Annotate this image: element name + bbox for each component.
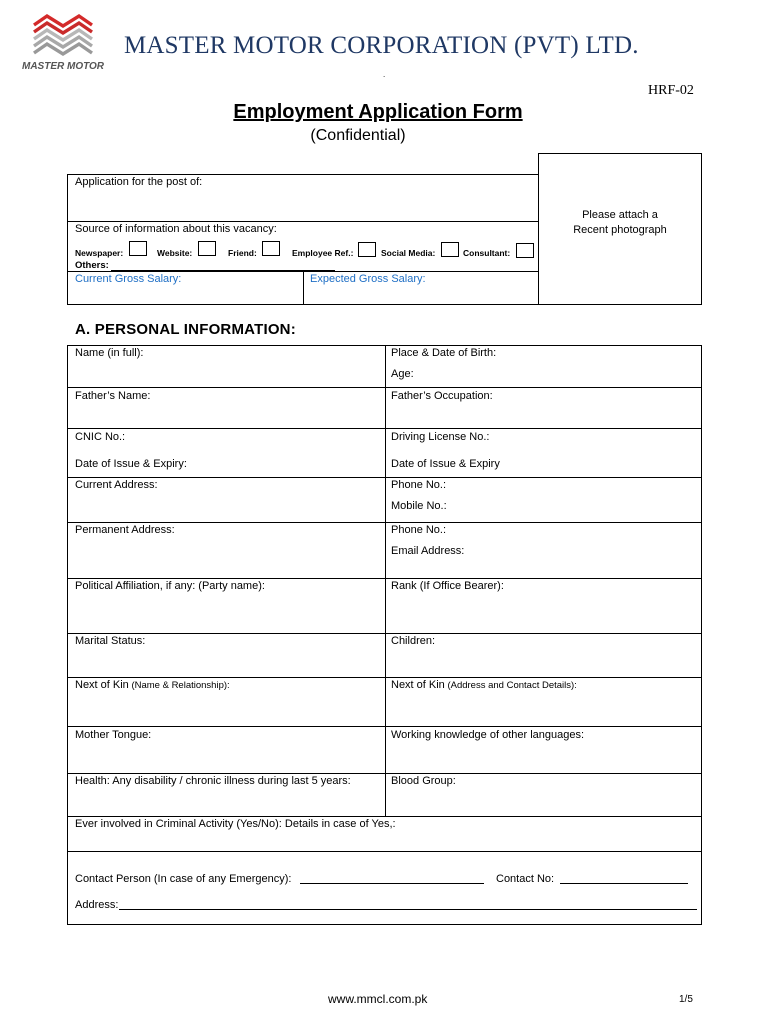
emergency-contact-no-label: Contact No:: [496, 873, 555, 885]
company-name: MASTER MOTOR CORPORATION (PVT) LTD.: [124, 32, 639, 59]
next-of-kin-label: Next of Kin: [75, 679, 129, 691]
other-languages-field[interactable]: Working knowledge of other languages:: [391, 729, 585, 741]
newspaper-checkbox[interactable]: [129, 241, 147, 256]
photo-instruction-line1: Please attach a: [582, 209, 658, 221]
next-of-kin-address-field[interactable]: [391, 679, 577, 691]
next-of-kin-name-field[interactable]: [75, 679, 230, 691]
social-media-checkbox[interactable]: [441, 242, 459, 257]
form-code: HRF-02: [648, 83, 694, 98]
photo-instruction-line2: Recent photograph: [573, 224, 667, 236]
logo-text: MASTER MOTOR: [21, 61, 105, 72]
source-employee-ref-label: Employee Ref.:: [292, 248, 354, 258]
age-field[interactable]: Age:: [391, 368, 414, 380]
current-salary-field[interactable]: Current Gross Salary:: [75, 273, 182, 285]
political-affiliation-field[interactable]: Political Affiliation, if any: (Party name):: [75, 580, 265, 592]
emergency-contact-person-line[interactable]: [300, 883, 484, 884]
full-name-field[interactable]: Name (in full):: [75, 347, 144, 359]
phone-field-2[interactable]: Phone No.:: [391, 524, 447, 536]
source-social-media-label: Social Media:: [381, 248, 436, 258]
source-website-label: Website:: [157, 248, 193, 258]
phone-field-1[interactable]: Phone No.:: [391, 479, 447, 491]
next-of-kin-label-2: Next of Kin: [391, 679, 445, 691]
others-input-line[interactable]: [111, 270, 335, 271]
permanent-address-field[interactable]: Permanent Address:: [75, 524, 175, 536]
children-field[interactable]: Children:: [391, 635, 436, 647]
post-applied-field[interactable]: Application for the post of:: [75, 176, 203, 188]
rank-field[interactable]: Rank (If Office Bearer):: [391, 580, 504, 592]
form-subtitle: (Confidential): [310, 127, 406, 144]
emergency-contact-person-label: Contact Person (In case of any Emergency):: [75, 873, 292, 885]
source-consultant-label: Consultant:: [463, 248, 511, 258]
next-of-kin-name-hint: (Name & Relationship):: [128, 680, 230, 691]
mobile-field[interactable]: Mobile No.:: [391, 500, 447, 512]
emergency-contact-no-line[interactable]: [560, 883, 688, 884]
others-label: Others:: [75, 260, 109, 271]
company-logo: [21, 12, 105, 74]
emergency-address-label: Address:: [75, 899, 119, 911]
source-newspaper-label: Newspaper:: [75, 248, 124, 258]
cnic-issue-expiry-field[interactable]: Date of Issue & Expiry:: [75, 458, 187, 470]
consultant-checkbox[interactable]: [516, 243, 534, 258]
photo-box[interactable]: [538, 153, 702, 305]
license-issue-expiry-field[interactable]: Date of Issue & Expiry: [391, 458, 500, 470]
website-link[interactable]: www.mmcl.com.pk: [328, 992, 428, 1006]
cnic-field[interactable]: CNIC No.:: [75, 431, 126, 443]
current-address-field[interactable]: Current Address:: [75, 479, 158, 491]
section-a-heading: A. PERSONAL INFORMATION:: [75, 321, 296, 338]
employee-ref-checkbox[interactable]: [358, 242, 376, 257]
father-occupation-field[interactable]: Father’s Occupation:: [391, 390, 493, 402]
mother-tongue-field[interactable]: Mother Tongue:: [75, 729, 152, 741]
friend-checkbox[interactable]: [262, 241, 280, 256]
blood-group-field[interactable]: Blood Group:: [391, 775, 456, 787]
health-field[interactable]: Health: Any disability / chronic illness during last 5 years:: [75, 775, 351, 787]
separator-dot: .: [383, 70, 386, 79]
birth-place-date-field[interactable]: Place & Date of Birth:: [391, 347, 497, 359]
criminal-activity-field[interactable]: Ever involved in Criminal Activity (Yes/No): Details in case of Yes,:: [75, 818, 396, 830]
source-friend-label: Friend:: [228, 248, 257, 258]
form-title: Employment Application Form: [233, 101, 523, 123]
driving-license-field[interactable]: Driving License No.:: [391, 431, 490, 443]
father-name-field[interactable]: Father’s Name:: [75, 390, 151, 402]
email-field[interactable]: Email Address:: [391, 545, 465, 557]
next-of-kin-address-hint: (Address and Contact Details):: [444, 680, 577, 691]
vacancy-source-label: Source of information about this vacancy:: [75, 223, 277, 235]
website-checkbox[interactable]: [198, 241, 216, 256]
emergency-address-line[interactable]: [119, 909, 697, 910]
marital-status-field[interactable]: Marital Status:: [75, 635, 146, 647]
expected-salary-field[interactable]: Expected Gross Salary:: [310, 273, 426, 285]
page-number: 1/5: [679, 994, 693, 1005]
